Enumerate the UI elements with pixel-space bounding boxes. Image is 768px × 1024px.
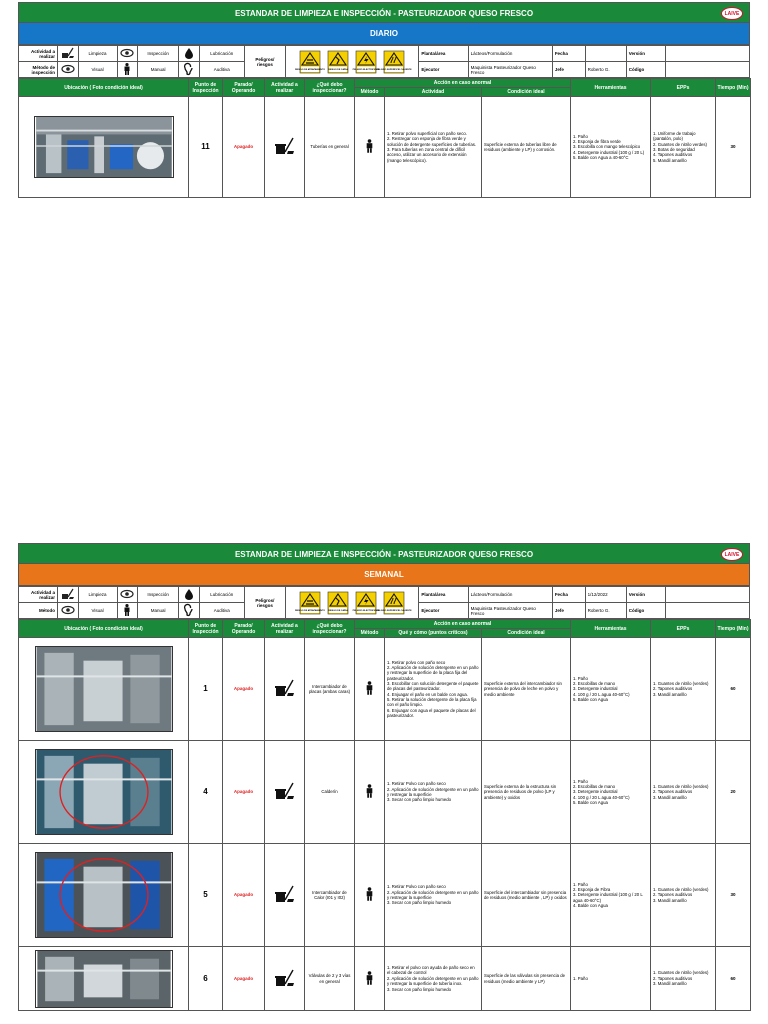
col-herramientas: Herramientas (571, 79, 651, 97)
broom-bucket-icon (58, 587, 79, 603)
legend-table (18, 586, 750, 619)
visual-label: Visual (78, 603, 117, 619)
version-value (665, 46, 749, 62)
col-punto: Punto de Inspección (189, 79, 223, 97)
col-que-debo: ¿Qué debo inspeccionar? (305, 79, 355, 97)
herramientas-text: 1. Paño 2. Escobillas de mano 3. Detergente industrial 4. 100 g / 20 L agua 40-60°C) 5. Balde con Agua (571, 638, 651, 741)
eye-icon (58, 62, 79, 78)
broom-bucket-icon (265, 741, 305, 844)
col-condicion: Condición ideal (482, 88, 571, 97)
jefe-value: Roberto G. (585, 603, 626, 619)
tiempo-value: 20 (716, 741, 751, 844)
person-icon (117, 603, 138, 619)
hazard-sign-label: PELIGRO SUPERFICIE CALIENTE (376, 609, 412, 612)
condicion-text: Superficie externa de tuberías libre de residuos (ambiente y LP) y corrosión. (482, 97, 571, 198)
fecha-label: Fecha (552, 46, 585, 62)
codigo-label: Código (626, 603, 665, 619)
hazard-sign-icon (328, 51, 348, 73)
actividad-text: 1. Retirar Polvo con paño seco 2. Aplicación de solución detergente en un paño y restregar la superficie 3. Secar con paño limpio humedo (385, 741, 482, 844)
version-label: Versión (626, 46, 665, 62)
epps-text: 1. Guantes de nitrilo (verdes) 2. Tapones auditivos 3. Mandil amarillo (651, 844, 716, 947)
col-parado: Parado/ Operando (223, 620, 265, 638)
condicion-text: Superficie externa de la estructura sin presencia de residuos de polvo (LP y ambiente) y oxidos (482, 741, 571, 844)
photo (35, 852, 173, 938)
hazard-sign-label: RIESGO DE ATRAPAMIENTO (295, 68, 326, 71)
estado-value: Apagado (223, 97, 265, 198)
que-inspeccionar: Intercambiador de placas (ambas caras) (305, 638, 355, 741)
eye-icon (117, 46, 138, 62)
condicion-text: Superficie externa del intercambiador sin presencia de polvo de leche en polvo y medio ambiente (482, 638, 571, 741)
lubricacion-label: Lubricación (199, 587, 244, 603)
fecha-label: Fecha (552, 587, 585, 603)
person-icon (117, 62, 138, 78)
planta-label: Planta/área (419, 587, 468, 603)
col-ubicacion: Ubicación ( Foto condición ideal) (19, 79, 189, 97)
peligros-label: Peligros/ riesgos (244, 587, 285, 619)
epps-text: 1. Guantes de nitrilo (verdes) 2. Tapones auditivos 3. Mandil amarillo (651, 741, 716, 844)
col-actividad-sub: Actividad (385, 88, 482, 97)
inspeccion-label: Inspección (138, 46, 179, 62)
planta-value: Lácteos/Formulación (468, 587, 552, 603)
col-accion: Acción en caso anormal (355, 620, 571, 629)
col-parado: Parado/ Operando (223, 79, 265, 97)
ubicacion-photo-cell (19, 741, 189, 844)
metodo-label: Método (19, 603, 58, 619)
col-actividad: Actividad a realizar (265, 620, 305, 638)
photo (35, 749, 173, 835)
condicion-text: Superficie del intercambiador sin presencia de residuos (medio ambiente , LP) y oxidos (482, 844, 571, 947)
legend-table (18, 45, 750, 78)
actividad-text: 1. Retirar Polvo con paño seco 2. Aplicación de solución detergente en un paño y restregar la superficie 3. Secar con paño limpio humedo (385, 844, 482, 947)
table-body (19, 638, 751, 1011)
punto-value: 11 (189, 97, 223, 198)
col-condicion: Condición ideal (482, 629, 571, 638)
punto-value: 5 (189, 844, 223, 947)
ear-icon (179, 603, 200, 619)
ear-icon (179, 62, 200, 78)
que-inspeccionar: Calderín (305, 741, 355, 844)
auditiva-label: Auditiva (199, 62, 244, 78)
eye-icon (58, 603, 79, 619)
punto-value: 4 (189, 741, 223, 844)
hazard-sign-label: PELIGRO ELECTRICIDAD (352, 68, 380, 71)
manual-label: Manual (138, 62, 179, 78)
planta-label: Planta/área (419, 46, 468, 62)
col-ubicacion: Ubicación ( Foto condición ideal) (19, 620, 189, 638)
hazard-sign-icon (295, 51, 326, 73)
oil-drop-icon (179, 46, 200, 62)
hazard-sign-icon (295, 592, 326, 614)
photo (34, 116, 174, 178)
person-icon (355, 97, 385, 198)
hazard-sign-icon (352, 592, 380, 614)
col-tiempo: Tiempo (Min) (716, 79, 751, 97)
brand-logo: LAIVE (721, 548, 743, 561)
epps-text: 1. Guantes de nitrilo (verdes) 2. Tapones auditivos 3. Mandil amarillo (651, 638, 716, 741)
col-punto: Punto de Inspección (189, 620, 223, 638)
estado-value: Apagado (223, 638, 265, 741)
que-inspeccionar: Válvulas de 2 y 3 vías en general (305, 947, 355, 1011)
tiempo-value: 30 (716, 97, 751, 198)
limpieza-label: Limpieza (78, 587, 117, 603)
hazard-sign-icon (376, 592, 412, 614)
hazard-sign-label: RIESGO DE CAÍDA (328, 68, 348, 71)
epps-text: 1. Uniforme de trabajo (pantalón, polo) 2. Guantes de nitrilo verdes) 3. Botas de seguridad 4. Tapones auditivos 5. Mandil amarillo (651, 97, 716, 198)
broom-bucket-icon (265, 844, 305, 947)
inspection-table (18, 619, 751, 1011)
tiempo-value: 30 (716, 844, 751, 947)
col-que-debo: ¿Qué debo inspeccionar? (305, 620, 355, 638)
epps-text: 1. Guantes de nitrilo (verdes) 2. Tapones auditivos 3. Mandil amarillo (651, 947, 716, 1011)
col-accion: Acción en caso anormal (355, 79, 571, 88)
col-actividad: Actividad a realizar (265, 79, 305, 97)
lubricacion-label: Lubricación (199, 46, 244, 62)
sheet-title: ESTANDAR DE LIMPIEZA E INSPECCIÓN - PASTEURIZADOR QUESO FRESCO (234, 550, 534, 559)
ejecutor-value: Maquinista Pasteurizador Queso Fresco (468, 603, 552, 619)
col-metodo: Método (355, 88, 385, 97)
table-row (19, 638, 751, 741)
table-row (19, 844, 751, 947)
codigo-value (665, 62, 749, 78)
actividad-label: Actividad a realizar (19, 587, 58, 603)
sheet-title-bar (18, 543, 750, 564)
table-row (19, 97, 751, 198)
brand-logo: LAIVE (721, 7, 743, 20)
actividad-text: 1. Retirar polvo con paño seco 2. Aplicación de solución detergente en un paño y restregar la superficie de la placa fija del pasteurizador. 3. Escobillar con solución detergente el paquete de placas del pasteurizador. 4. Enjuagar el paño en un balde con agua. 5. Retirar la solución detergente de la placa fija con el paño limpio. 6. Enjuagar con agua el paquete de placas del pasteurizador. (385, 638, 482, 741)
sheet-title-bar (18, 2, 750, 23)
version-value (665, 587, 749, 603)
table-row (19, 741, 751, 844)
sheet-semanal (18, 543, 750, 1011)
codigo-label: Código (626, 62, 665, 78)
col-metodo: Método (355, 629, 385, 638)
hazard-sign-icon (376, 51, 412, 73)
photo (35, 950, 173, 1008)
limpieza-label: Limpieza (78, 46, 117, 62)
hazard-signs (285, 587, 418, 619)
auditiva-label: Auditiva (199, 603, 244, 619)
visual-label: Visual (78, 62, 117, 78)
table-row (19, 947, 751, 1011)
hazard-sign-label: RIESGO DE CAÍDA (328, 609, 348, 612)
inspection-table (18, 78, 751, 198)
punto-value: 6 (189, 947, 223, 1011)
herramientas-text: 1. Paño 2. Escobillas de mano 3. Detergente industrial 4. 100 g / 20 L agua 40-60°C) 5. Balde con Agua (571, 741, 651, 844)
estado-value: Apagado (223, 947, 265, 1011)
hazard-signs (285, 46, 418, 78)
que-inspeccionar: Tuberías en general (305, 97, 355, 198)
herramientas-text: 1. Paño 2. Esponja de Fibra 3. Detergente industrial (100 g / 20 L agua 40-60°C) 4. Balde con Agua (571, 844, 651, 947)
herramientas-text: 1. Paño 2. Esponja de fibra verde 3. Escobilla con mango telescópico 4. Detergente industrial (100 g / 20 L) 5. Balde con Agua a 40-60°C (571, 97, 651, 198)
peligros-label: Peligros/ riesgos (244, 46, 285, 78)
ubicacion-photo-cell (19, 947, 189, 1011)
sheet-title: ESTANDAR DE LIMPIEZA E INSPECCIÓN - PASTEURIZADOR QUESO FRESCO (234, 9, 534, 18)
oil-drop-icon (179, 587, 200, 603)
actividad-text: 1. Retirar el polvo con ayuda de paño seco en el cabezal de control 2. Aplicación de solución detergente en un paño y restregar la superficie de tubería inox. 3. Secar con paño limpio humedo (385, 947, 482, 1011)
manual-label: Manual (138, 603, 179, 619)
photo (35, 646, 173, 732)
ubicacion-photo-cell (19, 844, 189, 947)
tiempo-value: 60 (716, 947, 751, 1011)
estado-value: Apagado (223, 844, 265, 947)
hazard-sign-icon (352, 51, 380, 73)
col-herramientas: Herramientas (571, 620, 651, 638)
tiempo-value: 60 (716, 638, 751, 741)
ubicacion-photo-cell (19, 638, 189, 741)
frequency-bar: SEMANAL (18, 564, 750, 586)
ejecutor-value: Maquinista Pasteurizador Queso Fresco (468, 62, 552, 78)
jefe-value: Roberto G. (585, 62, 626, 78)
col-epps: EPPs (651, 620, 716, 638)
codigo-value (665, 603, 749, 619)
frequency-bar: DIARIO (18, 23, 750, 45)
herramientas-text: 1. Paño (571, 947, 651, 1011)
inspeccion-label: Inspección (138, 587, 179, 603)
que-inspeccionar: Intercambiador de Calor (I01 y I02) (305, 844, 355, 947)
ejecutor-label: Ejecutor (419, 62, 468, 78)
fecha-value (585, 46, 626, 62)
hazard-sign-label: RIESGO DE ATRAPAMIENTO (295, 609, 326, 612)
jefe-label: Jefe (552, 603, 585, 619)
person-icon (355, 638, 385, 741)
actividad-label: Actividad a realizar (19, 46, 58, 62)
ubicacion-photo-cell (19, 97, 189, 198)
jefe-label: Jefe (552, 62, 585, 78)
col-epps: EPPs (651, 79, 716, 97)
condicion-text: Superficie de las válvulas sin presencia de residuos (medio ambiente y LP) (482, 947, 571, 1011)
hazard-sign-icon (328, 592, 348, 614)
person-icon (355, 947, 385, 1011)
col-tiempo: Tiempo (Min) (716, 620, 751, 638)
broom-bucket-icon (265, 638, 305, 741)
actividad-text: 1. Retirar polvo superficial con paño seco. 2. Restregar con esponja de fibra verde y solución de detergente superficies de tuberías. 3. Para tuberías en zona central de difícil acceso, utilizar un accesorio de extensión (mango telescópico). (385, 97, 482, 198)
planta-value: Lácteos/Formulación (468, 46, 552, 62)
punto-value: 1 (189, 638, 223, 741)
person-icon (355, 844, 385, 947)
broom-bucket-icon (58, 46, 79, 62)
broom-bucket-icon (265, 947, 305, 1011)
version-label: Versión (626, 587, 665, 603)
ejecutor-label: Ejecutor (419, 603, 468, 619)
hazard-sign-label: PELIGRO ELECTRICIDAD (352, 609, 380, 612)
hazard-sign-label: PELIGRO SUPERFICIE CALIENTE (376, 68, 412, 71)
fecha-value: 1/12/2022 (585, 587, 626, 603)
estado-value: Apagado (223, 741, 265, 844)
eye-icon (117, 587, 138, 603)
person-icon (355, 741, 385, 844)
metodo-label: Método de inspección (19, 62, 58, 78)
col-actividad-sub: Qué y cómo (puntos críticos) (385, 629, 482, 638)
broom-bucket-icon (265, 97, 305, 198)
sheet-diario (18, 2, 750, 198)
